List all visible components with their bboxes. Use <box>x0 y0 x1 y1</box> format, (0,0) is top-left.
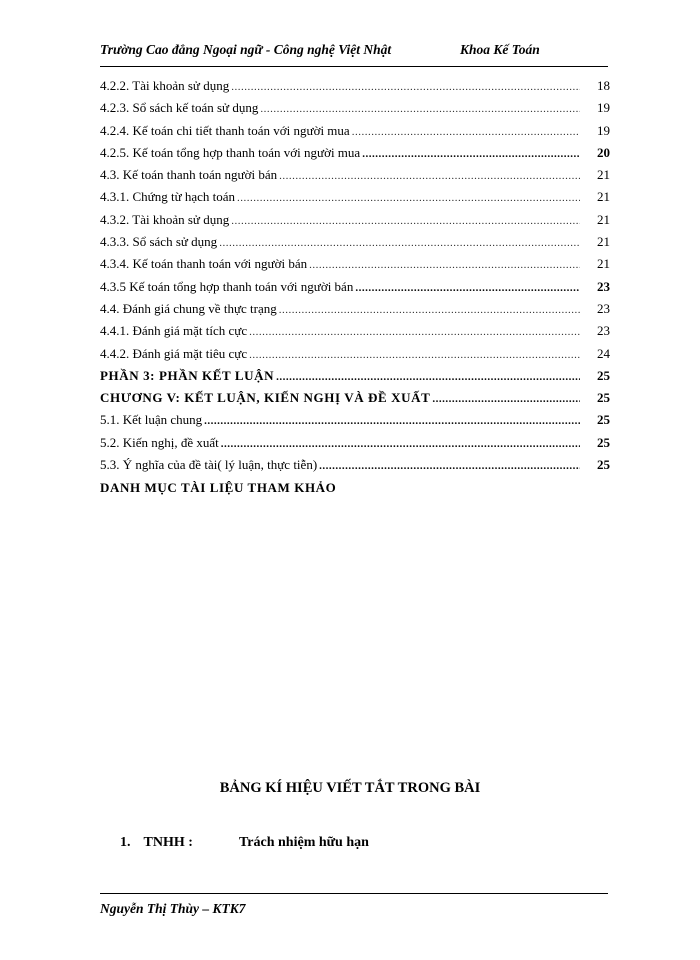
header-divider <box>100 66 608 67</box>
toc-entry-page: 23 <box>597 323 610 339</box>
toc-entry-title: 4.3.5 Kế toán tổng hợp thanh toán với người bán <box>100 278 354 294</box>
toc-dot-leader <box>276 371 580 383</box>
toc-dot-leader <box>260 103 580 115</box>
toc-entry-title: 4.2.5. Kế toán tổng hợp thanh toán với người mua <box>100 144 361 160</box>
toc-entry-page: 25 <box>597 367 610 383</box>
toc-entry-title: 4.3.1. Chứng từ hạch toán <box>100 189 236 205</box>
header-school: Trường Cao đẳng Ngoại ngữ - Công nghệ Việt Nhật <box>100 42 392 57</box>
toc-entry-5-3[interactable] <box>100 457 610 479</box>
toc-dot-leader <box>237 192 580 204</box>
toc-entry-title: 4.3. Kế toán thanh toán người bán <box>100 167 278 183</box>
toc-dot-leader <box>432 393 580 405</box>
toc-entry-4-2-4[interactable] <box>100 123 610 145</box>
toc-entry-page: 23 <box>597 300 610 316</box>
toc-entry-page: 23 <box>597 278 610 294</box>
toc-entry-4-3-5[interactable] <box>100 279 610 301</box>
toc-entry-title: CHƯƠNG V: KẾT LUẬN, KIẾN NGHỊ VÀ ĐỀ XUẤT <box>100 390 431 406</box>
toc-entry-title: PHẦN 3: PHẦN KẾT LUẬN <box>100 367 275 383</box>
toc-entry-chapter-5[interactable] <box>100 390 610 412</box>
toc-dot-leader <box>249 326 580 338</box>
toc-entry-page: 18 <box>597 78 610 93</box>
abbreviation-meaning: Trách nhiệm hữu hạn <box>239 835 369 850</box>
toc-entry-page: 21 <box>597 167 610 183</box>
toc-dot-leader <box>362 148 580 160</box>
abbreviation-term: TNHH : <box>143 835 193 850</box>
abbreviation-item <box>120 835 369 851</box>
toc-dot-leader <box>352 126 580 138</box>
toc-entry-4-2-5[interactable] <box>100 145 610 167</box>
toc-dot-leader <box>355 282 580 294</box>
toc-entry-title: 4.4.2. Đánh giá mặt tiêu cực <box>100 345 248 361</box>
abbreviation-number: 1. <box>120 835 131 850</box>
toc-entry-page: 25 <box>597 412 610 428</box>
toc-entry-4-3[interactable] <box>100 167 610 189</box>
toc-entry-page: 21 <box>597 211 610 227</box>
table-of-contents <box>100 78 610 479</box>
toc-entry-page: 19 <box>597 122 610 138</box>
toc-entry-part-3[interactable] <box>100 368 610 390</box>
toc-entry-title: 5.2. Kiến nghị, đề xuất <box>100 434 219 450</box>
toc-entry-title: 4.3.4. Kế toán thanh toán với người bán <box>100 256 308 272</box>
toc-entry-title: 4.3.3. Sổ sách sử dụng <box>100 234 218 250</box>
toc-dot-leader <box>221 438 580 450</box>
toc-entry-4-4[interactable] <box>100 301 610 323</box>
abbreviations-list <box>120 835 369 851</box>
toc-entry-4-3-2[interactable] <box>100 212 610 234</box>
toc-entry-page: 20 <box>597 144 610 160</box>
page-footer: Nguyễn Thị Thùy – KTK7 <box>100 901 246 916</box>
toc-entry-title: 4.4. Đánh giá chung về thực trạng <box>100 300 277 316</box>
toc-entry-4-2-2[interactable] <box>100 78 610 100</box>
footer-divider <box>100 893 608 894</box>
toc-entry-4-3-1[interactable] <box>100 189 610 211</box>
toc-entry-page: 25 <box>597 390 610 406</box>
toc-dot-leader <box>204 415 580 427</box>
toc-dot-leader <box>231 215 580 227</box>
header-department: Khoa Kế Toán <box>460 42 540 57</box>
toc-entry-4-2-3[interactable] <box>100 100 610 122</box>
toc-entry-page: 24 <box>597 345 610 361</box>
toc-entry-4-3-4[interactable] <box>100 256 610 278</box>
toc-dot-leader <box>309 259 580 271</box>
toc-entry-title: 4.2.2. Tài khoản sử dụng <box>100 78 230 93</box>
toc-entry-page: 25 <box>597 457 610 473</box>
toc-entry-title: 4.2.3. Sổ sách kế toán sử dụng <box>100 100 259 116</box>
toc-entry-page: 21 <box>597 234 610 250</box>
toc-entry-page: 19 <box>597 100 610 116</box>
toc-entry-title: 5.1. Kết luận chung <box>100 412 203 428</box>
toc-entry-title: 4.4.1. Đánh giá mặt tích cực <box>100 323 248 339</box>
toc-dot-leader <box>279 170 580 182</box>
toc-entry-title: 4.3.2. Tài khoản sử dụng <box>100 211 230 227</box>
page-header <box>100 40 600 62</box>
toc-dot-leader <box>231 81 580 93</box>
toc-entry-5-1[interactable] <box>100 412 610 434</box>
toc-entry-title: 5.3. Ý nghĩa của đề tài( lý luận, thực tiễn) <box>100 457 318 473</box>
toc-entry-page: 21 <box>597 189 610 205</box>
toc-dot-leader <box>279 304 580 316</box>
abbreviations-title: BẢNG KÍ HIỆU VIẾT TẮT TRONG BÀI <box>219 780 481 796</box>
toc-entry-page: 25 <box>597 434 610 450</box>
references-heading[interactable]: DANH MỤC TÀI LIỆU THAM KHẢO <box>100 480 337 495</box>
toc-dot-leader <box>249 349 580 361</box>
toc-entry-title: 4.2.4. Kế toán chi tiết thanh toán với người mua <box>100 122 350 138</box>
toc-entry-4-3-3[interactable] <box>100 234 610 256</box>
toc-dot-leader <box>319 460 580 472</box>
toc-entry-4-4-2[interactable] <box>100 346 610 368</box>
toc-entry-4-4-1[interactable] <box>100 323 610 345</box>
toc-entry-page: 21 <box>597 256 610 272</box>
toc-entry-5-2[interactable] <box>100 435 610 457</box>
toc-dot-leader <box>219 237 580 249</box>
